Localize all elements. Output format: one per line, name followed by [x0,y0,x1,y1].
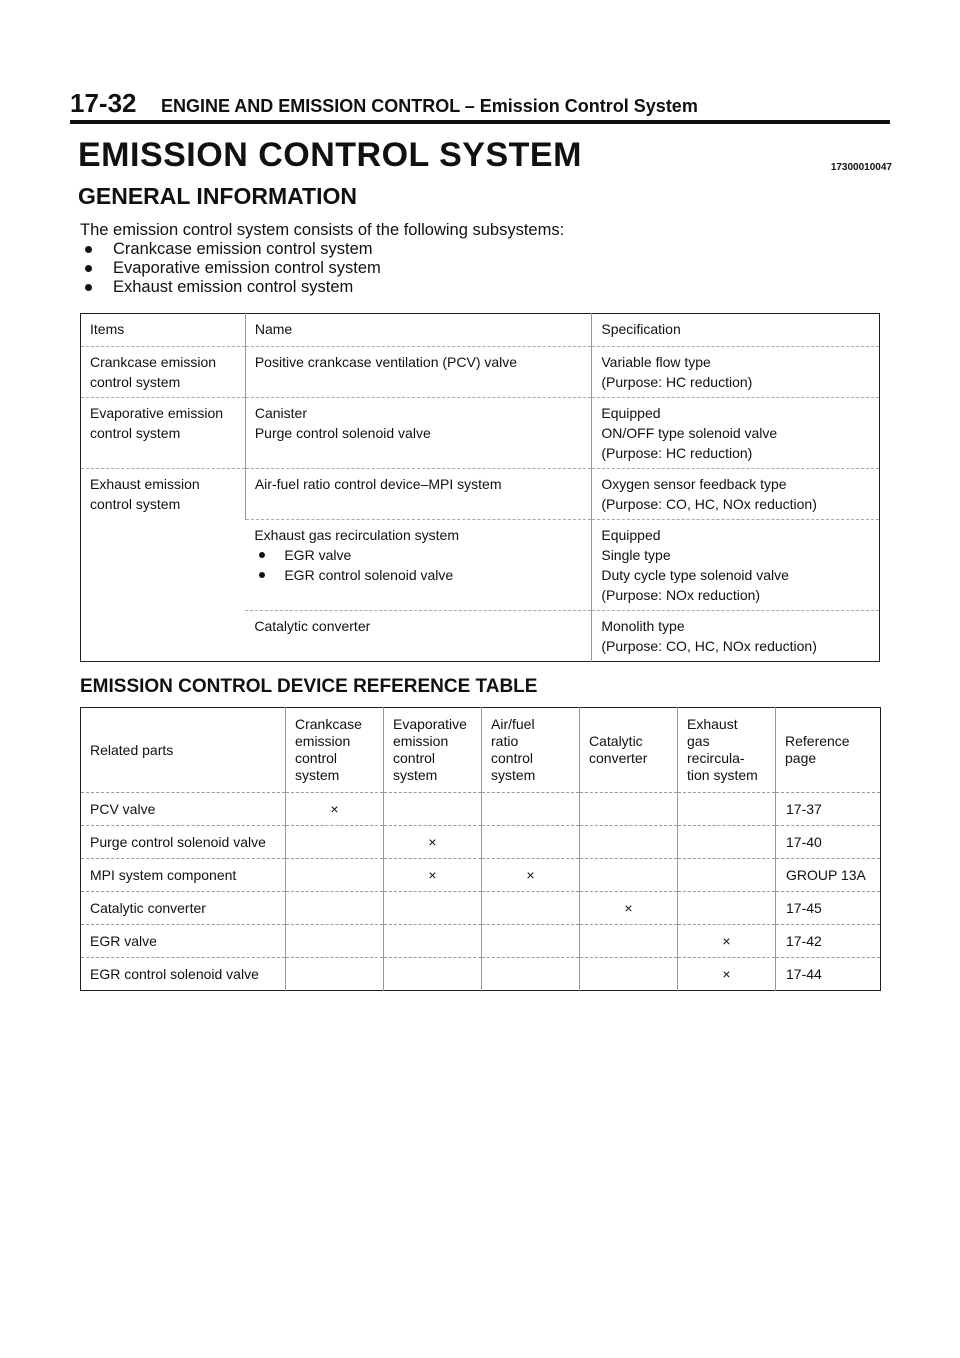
table-row [81,793,881,826]
header-line: control [393,750,436,766]
spec-line: Single type [601,547,671,563]
spec-line: Oxygen sensor feedback type [601,476,787,492]
reference-table-body [81,793,881,991]
applicability-mark [482,793,580,826]
reference-page-cell: 17-42 [776,925,881,958]
applicability-mark: × [580,892,678,925]
table-row [81,892,881,925]
header-catalytic [580,708,678,793]
header-reference-page [776,708,881,793]
applicability-mark [678,859,776,892]
header-line: converter [589,750,648,766]
applicability-mark [678,826,776,859]
name-line: Exhaust gas recirculation system [254,527,459,543]
applicability-mark: × [482,859,580,892]
table-row [81,469,880,520]
page-header [70,88,890,119]
name-cell [245,520,592,611]
header-line: gas [687,733,710,749]
name-cell [245,398,592,469]
header-line: tion system [687,767,758,783]
applicability-mark [482,892,580,925]
header-line: Catalytic [589,733,643,749]
spec-line: (Purpose: NOx reduction) [601,587,761,603]
applicability-mark [580,859,678,892]
reference-page-cell: 17-44 [776,958,881,991]
table-row [81,958,881,991]
page-title: EMISSION CONTROL SYSTEM [78,136,582,174]
document-code: 17300010047 [830,162,892,173]
list-item: EGR valve [254,545,583,565]
applicability-mark [580,793,678,826]
applicability-mark [384,793,482,826]
spec-cell [592,469,880,520]
name-line: Purge control solenoid valve [254,425,431,441]
list-item: Evaporative emission control system [80,259,564,278]
header-line: system [393,767,438,783]
header-line: control [491,750,534,766]
header-crankcase [286,708,384,793]
applicability-mark: × [678,958,776,991]
header-items: Items [90,321,125,337]
header-line: Air/fuel [491,716,535,732]
related-part-cell: Catalytic converter [81,892,286,925]
name-cell: Air-fuel ratio control device–MPI system [245,469,592,520]
applicability-mark [482,826,580,859]
spec-line: Variable flow type [601,354,711,370]
related-part-cell: EGR control solenoid valve [81,958,286,991]
spec-cell [592,347,880,398]
header-line: Exhaust [687,716,738,732]
spec-line: (Purpose: HC reduction) [601,445,753,461]
applicability-mark [286,826,384,859]
table-row [81,347,880,398]
intro-block [80,221,564,297]
header-line: emission [295,733,351,749]
spec-line: Duty cycle type solenoid valve [601,567,789,583]
reference-table [80,707,881,991]
subsection-title: – Emission Control System [464,96,698,116]
table-row [81,925,881,958]
applicability-mark [580,826,678,859]
list-item: Crankcase emission control system [80,240,564,259]
header-rule [70,120,890,124]
reference-page-cell: 17-37 [776,793,881,826]
spec-line: Equipped [601,527,661,543]
related-part-cell: EGR valve [81,925,286,958]
related-part-cell: MPI system component [81,859,286,892]
applicability-mark [678,892,776,925]
spec-cell [592,520,880,611]
item-cell: Exhaust emission control system [81,469,246,662]
item-cell: Crankcase emission control system [81,347,246,398]
list-item: EGR control solenoid valve [254,565,583,585]
item-cell: Evaporative emission control system [81,398,246,469]
header-line: emission [393,733,449,749]
name-cell: Catalytic converter [245,611,592,662]
applicability-mark [384,925,482,958]
table-row [81,859,881,892]
applicability-mark [286,892,384,925]
list-item: Exhaust emission control system [80,278,564,297]
related-part-cell: PCV valve [81,793,286,826]
applicability-mark [580,958,678,991]
header-specification: Specification [592,314,880,347]
related-part-cell: Purge control solenoid valve [81,826,286,859]
table-header-row [81,708,881,793]
reference-page-cell: 17-45 [776,892,881,925]
applicability-mark: × [678,925,776,958]
table-row [81,826,881,859]
general-information-heading: GENERAL INFORMATION [78,183,357,209]
applicability-mark: × [286,793,384,826]
applicability-mark [384,958,482,991]
header-line: Crankcase [295,716,362,732]
spec-line: (Purpose: CO, HC, NOx reduction) [601,638,817,654]
spec-line: (Purpose: HC reduction) [601,374,753,390]
applicability-mark [482,925,580,958]
header-line: Evaporative [393,716,467,732]
applicability-mark: × [384,826,482,859]
header-line: control [295,750,338,766]
intro-text: The emission control system consists of the following subsystems: [80,221,565,239]
applicability-mark [580,925,678,958]
section-title: ENGINE AND EMISSION CONTROL [160,96,461,116]
reference-page-cell: GROUP 13A [776,859,881,892]
table-header-row [81,314,880,347]
header-name: Name [245,314,592,347]
table-row [81,398,880,469]
header-line: Reference [785,733,850,749]
spec-line: Equipped [601,405,661,421]
subsystem-list [80,240,564,297]
header-line: system [295,767,340,783]
applicability-mark [482,958,580,991]
header-line: recircula- [687,750,745,766]
applicability-mark [286,859,384,892]
spec-line: (Purpose: CO, HC, NOx reduction) [601,496,817,512]
applicability-mark [286,958,384,991]
header-airfuel [482,708,580,793]
applicability-mark [286,925,384,958]
spec-line: Monolith type [601,618,685,634]
header-evaporative [384,708,482,793]
applicability-mark [678,793,776,826]
spec-cell [592,398,880,469]
reference-page-cell: 17-40 [776,826,881,859]
name-cell: Positive crankcase ventilation (PCV) valve [245,347,592,398]
header-line: system [491,767,536,783]
spec-cell [592,611,880,662]
header-related-parts: Related parts [90,741,174,758]
applicability-mark [384,892,482,925]
specification-table [80,313,880,662]
egr-component-list [254,545,583,585]
page-number: 17-32 [70,88,137,118]
name-line: Canister [254,405,307,421]
spec-line: ON/OFF type solenoid valve [601,425,778,441]
reference-table-title: EMISSION CONTROL DEVICE REFERENCE TABLE [80,676,538,697]
applicability-mark: × [384,859,482,892]
header-line: page [785,750,817,766]
header-line: ratio [491,733,519,749]
header-exhaust-gas-recirculation [678,708,776,793]
